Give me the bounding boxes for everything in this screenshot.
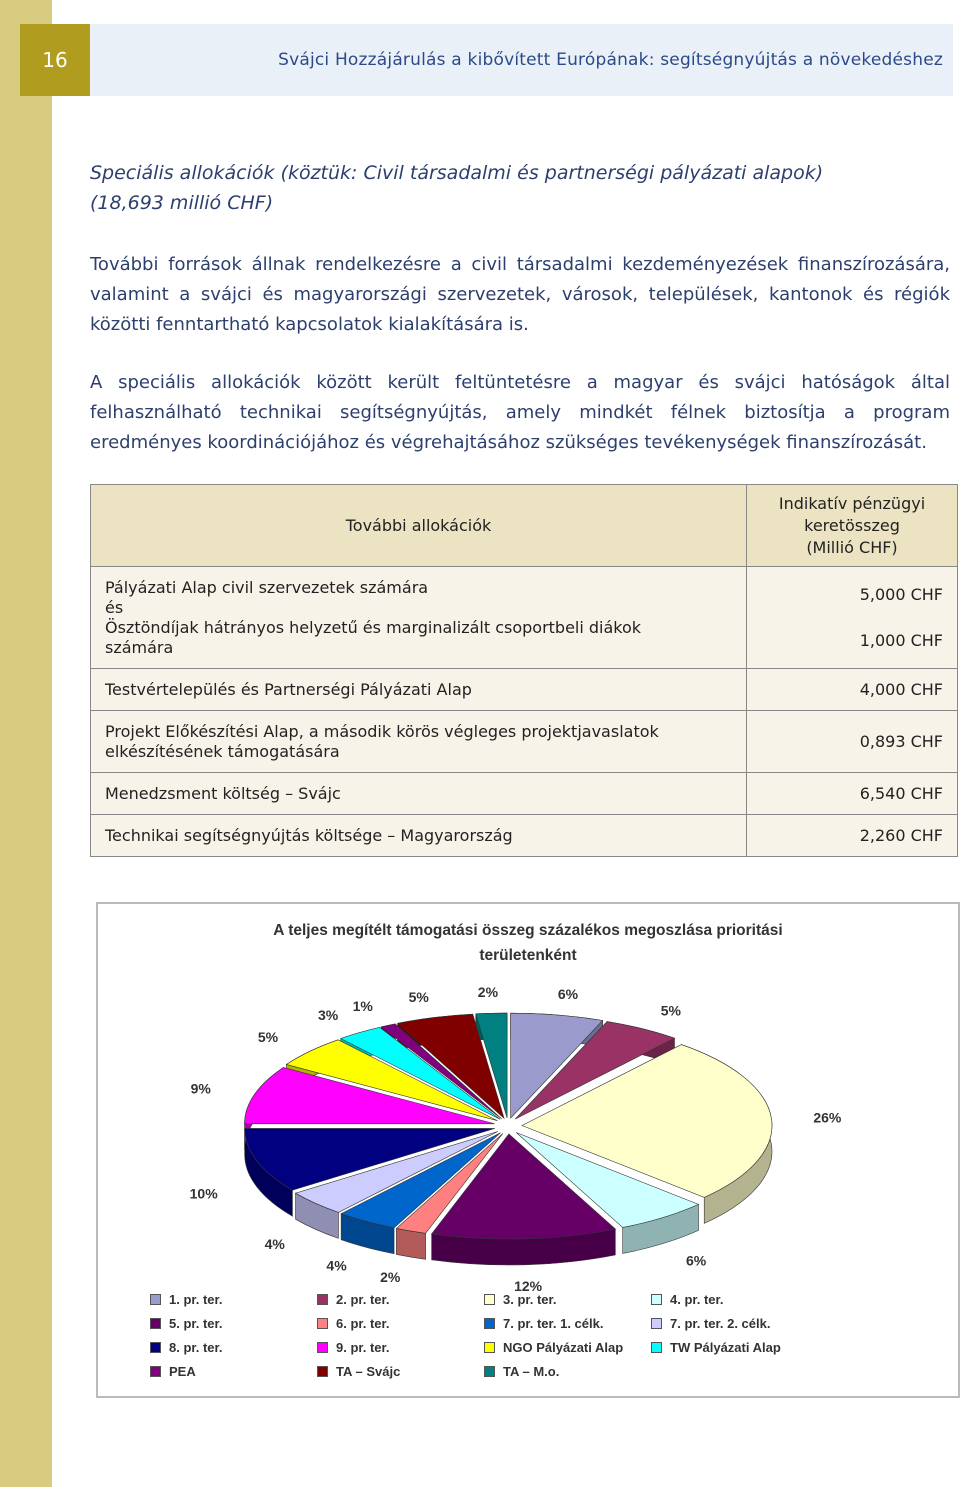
table-cell-label: Projekt Előkészítési Alap, a második körös végleges projektjavaslatok elkészítésének támogatására [91, 711, 747, 773]
legend-item [150, 1364, 196, 1379]
legend-item [317, 1292, 389, 1307]
pie-data-label: 4% [326, 1257, 347, 1274]
legend-item [150, 1292, 222, 1307]
table-cell-label [91, 567, 747, 669]
table-cell-label: Testvértelepülés és Partnerségi Pályázati Alap [91, 669, 747, 711]
legend-item [484, 1316, 603, 1331]
pie-data-label: 3% [318, 1006, 339, 1023]
pie-data-label: 9% [190, 1080, 211, 1097]
legend-label: TA – M.o. [503, 1364, 560, 1379]
table-header-amount-line1: Indikatív pénzügyi [778, 493, 926, 513]
legend-item [484, 1340, 623, 1355]
chart-title-line2: területenként [479, 947, 577, 964]
pie-slice [522, 1045, 772, 1198]
table-cell-amount: 2,260 CHF [747, 815, 958, 857]
legend-label: TW Pályázati Alap [670, 1340, 781, 1355]
pie-chart-frame [96, 902, 960, 1398]
legend-label: PEA [169, 1364, 196, 1379]
table-header-amount-line3: (Millió CHF) [806, 537, 898, 557]
legend-swatch [651, 1318, 662, 1329]
table-cell-label: Technikai segítségnyújtás költsége – Magyarország [91, 815, 747, 857]
pie-data-label: 10% [189, 1185, 218, 1202]
amount-value: 1,000 CHF [859, 630, 943, 650]
legend-swatch [484, 1318, 495, 1329]
chart-title-line1: A teljes megítélt támogatási összeg százalékos megoszlása prioritási [273, 922, 783, 939]
table-header-row [91, 485, 958, 567]
table-header-amount [747, 485, 958, 567]
legend-label: 9. pr. ter. [336, 1340, 390, 1355]
legend-item [317, 1364, 400, 1379]
legend-swatch [150, 1294, 161, 1305]
legend-swatch [317, 1342, 328, 1353]
pie-data-label: 6% [557, 985, 579, 1002]
legend-label: 4. pr. ter. [670, 1292, 724, 1307]
legend-label: 1. pr. ter. [169, 1292, 223, 1307]
running-title: Svájci Hozzájárulás a kibővített Európának: segítségnyújtás a növekedéshez [278, 50, 943, 70]
row-label-line: számára [105, 637, 174, 657]
legend-swatch [317, 1318, 328, 1329]
legend-item [150, 1340, 222, 1355]
pie-data-label: 1% [352, 998, 373, 1015]
legend-swatch [484, 1294, 495, 1305]
table-cell-amount: 0,893 CHF [747, 711, 958, 773]
table-row [91, 669, 958, 711]
legend-item [651, 1340, 781, 1355]
row-label-line: Ösztöndíjak hátrányos helyzetű és marginalizált csoportbeli diákok [105, 617, 642, 637]
table-header-amount-line2: keretösszeg [804, 515, 900, 535]
legend-swatch [484, 1342, 495, 1353]
legend-label: 5. pr. ter. [169, 1316, 223, 1331]
legend-label: 7. pr. ter. 2. célk. [670, 1316, 771, 1331]
legend-swatch [317, 1366, 328, 1377]
legend-item [651, 1292, 723, 1307]
legend-label: 7. pr. ter. 1. célk. [503, 1316, 604, 1331]
legend-swatch [150, 1342, 161, 1353]
legend-item [484, 1364, 559, 1379]
allocation-table [90, 484, 958, 857]
legend-label: 8. pr. ter. [169, 1340, 223, 1355]
legend-label: TA – Svájc [336, 1364, 401, 1379]
table-cell-label: Menedzsment költség – Svájc [91, 773, 747, 815]
section-heading-line1: Speciális allokációk (köztük: Civil társadalmi és partnerségi pályázati alapok) [90, 162, 824, 184]
paragraph-1: További források állnak rendelkezésre a civil társadalmi kezdeményezések finanszírozására, valamint a svájci és magyarországi szervezetek, városok, települések, kantonok és régiók közötti fenntartható kapcsolatok kialakítására is. [90, 254, 950, 335]
section-heading [90, 158, 910, 218]
table-row [91, 815, 958, 857]
table-row [91, 711, 958, 773]
pie-data-label: 2% [380, 1268, 401, 1285]
side-strip [0, 0, 52, 1487]
legend-swatch [484, 1366, 495, 1377]
legend-label: 3. pr. ter. [503, 1292, 557, 1307]
legend-swatch [651, 1342, 662, 1353]
legend-label: NGO Pályázati Alap [503, 1340, 624, 1355]
legend-item [317, 1340, 389, 1355]
pie-data-label: 26% [813, 1109, 842, 1126]
legend-label: 6. pr. ter. [336, 1316, 390, 1331]
table-row [91, 567, 958, 669]
table-header-allocations: További allokációk [91, 485, 747, 567]
legend-item [317, 1316, 389, 1331]
table-cell-amount: 4,000 CHF [747, 669, 958, 711]
pie-data-label: 5% [408, 988, 429, 1005]
legend-item [651, 1316, 770, 1331]
legend-label: 2. pr. ter. [336, 1292, 390, 1307]
amount-value: 5,000 CHF [859, 584, 943, 604]
pie-data-label: 12% [514, 1278, 543, 1295]
pie-data-label: 4% [264, 1236, 285, 1253]
table-row [91, 773, 958, 815]
row-label-line: Pályázati Alap civil szervezetek számára [105, 577, 429, 597]
pie-slice-side [396, 1228, 425, 1259]
legend-item [484, 1292, 556, 1307]
legend-swatch [651, 1294, 662, 1305]
legend-swatch [150, 1366, 161, 1377]
pie-data-label: 2% [477, 983, 499, 1000]
table-cell-amount: 6,540 CHF [747, 773, 958, 815]
legend-swatch [150, 1318, 161, 1329]
pie-data-label: 6% [685, 1252, 707, 1269]
pie-chart [98, 904, 958, 1295]
pie-data-label: 5% [257, 1029, 279, 1046]
legend-swatch [317, 1294, 328, 1305]
legend-item [150, 1316, 222, 1331]
table-cell-amount [747, 567, 958, 669]
page-number: 16 [20, 24, 90, 96]
section-heading-line2: (18,693 millió CHF) [90, 192, 274, 214]
pie-data-label: 5% [660, 1002, 682, 1019]
row-label-line: és [105, 597, 124, 617]
paragraph-2: A speciális allokációk között került feltüntetésre a magyar és svájci hatóságok által felhasználható technikai segítségnyújtás, amely mindkét félnek biztosítja a program eredményes koordinációjához és végrehajtásához szükséges tevékenységek finanszírozását. [90, 372, 950, 453]
